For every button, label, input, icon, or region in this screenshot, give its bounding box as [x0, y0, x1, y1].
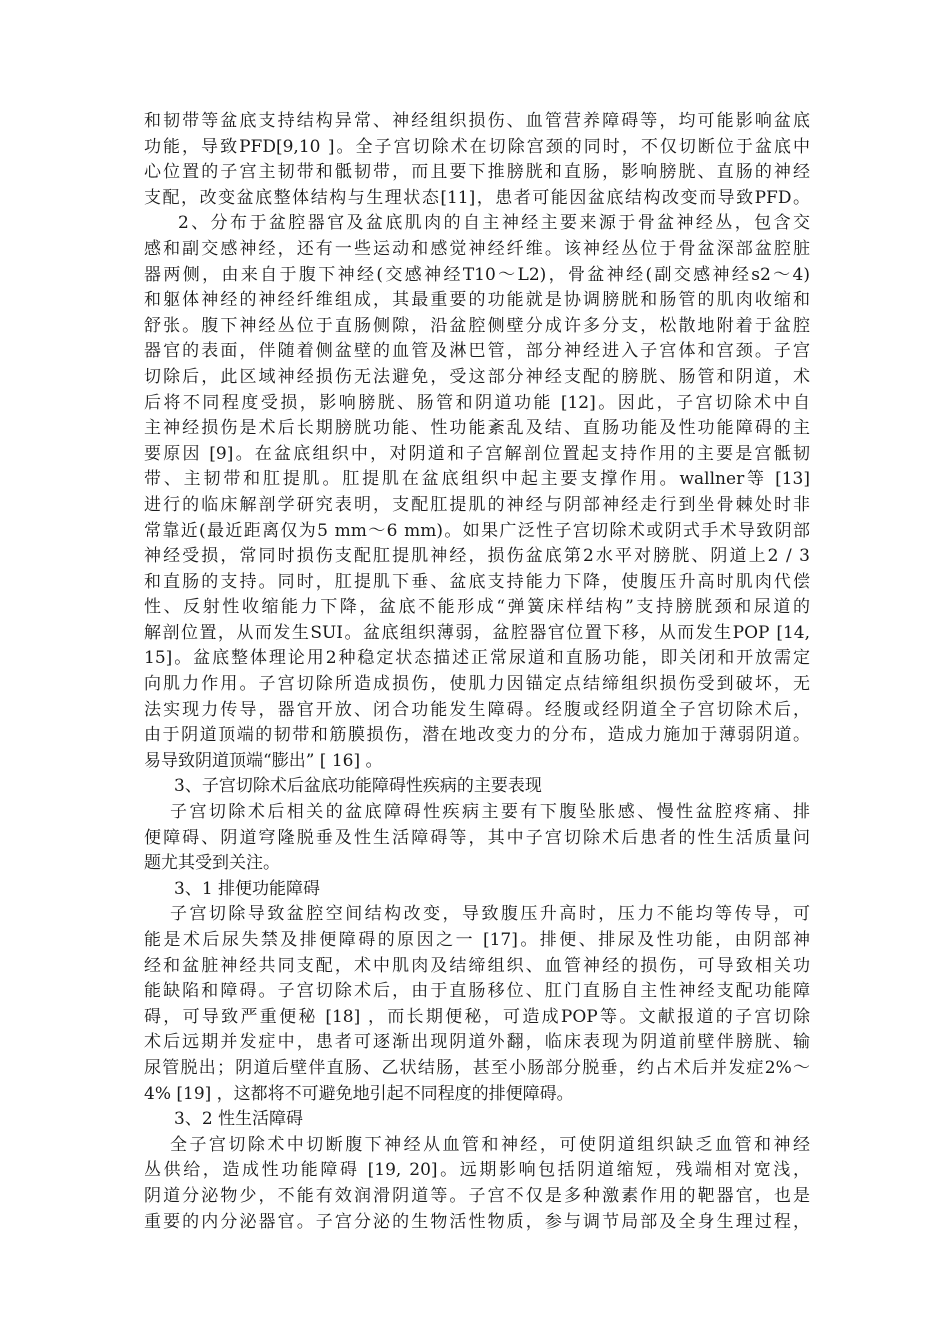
paragraph-end-line: 题尤其受到关注。 — [144, 853, 280, 874]
text-line: 和直肠的支持。同时，肛提肌下垂、盆底支持能力下降，使腹压升高时肌肉代偿 — [144, 571, 810, 592]
text-line: 和韧带等盆底支持结构异常、神经组织损伤、血管营养障碍等，均可能影响盆底 — [144, 111, 810, 131]
text-line: 感和副交感神经，还有一些运动和感觉神经纤维。该神经丛位于骨盆深部盆腔脏 — [144, 238, 810, 259]
text-line: 神经受损，常同时损伤支配肛提肌神经，损伤盆底第2水平对膀胱、阴道上2 / 3 — [144, 546, 810, 567]
text-line: 和躯体神经的神经纤维组成，其最重要的功能就是协调膀胱和肠管的肌肉收缩和 — [144, 290, 810, 311]
text-line: 舒张。腹下神经丛位于直肠侧隙，沿盆腔侧壁分成许多分支，松散地附着于盆腔 — [144, 315, 810, 336]
text-line: 尿管脱出；阴道后壁伴直肠、乙状结肠，甚至小肠部分脱垂，约占术后并发症2%～ — [144, 1057, 810, 1078]
text-line: 便障碍、阴道穹隆脱垂及性生活障碍等，其中子宫切除术后患者的性生活质量问 — [144, 827, 810, 848]
text-line: 带、主韧带和肛提肌。肛提肌在盆底组织中起主要支撑作用。wallner等 [13] — [144, 469, 810, 490]
paragraph-end-line: 易导致阴道顶端“膨出” [ 16] 。 — [144, 750, 383, 771]
paragraph-start-line: 子宫切除导致盆腔空间结构改变，导致腹压升高时，压力不能均等传导，可 — [170, 904, 810, 925]
text-line: 解剖位置，从而发生SUI。盆底组织薄弱，盆腔器官位置下移，从而发生POP [14, — [144, 622, 810, 643]
text-line: 心位置的子宫主韧带和骶韧带，而且要下推膀胱和直肠，影响膀胱、直肠的神经 — [144, 162, 810, 183]
document-body — [144, 109, 810, 1235]
text-line: 进行的临床解剖学研究表明，支配肛提肌的神经与阴部神经走行到坐骨棘处时非 — [144, 494, 810, 515]
text-line: 阴道分泌物少，不能有效润滑阴道等。子宫不仅是多种激素作用的靶器官，也是 — [144, 1185, 810, 1206]
text-line: 由于阴道顶端的韧带和筋膜损伤，潜在地改变力的分布，造成力施加于薄弱阴道。 — [144, 725, 810, 746]
text-line: 功能，导致PFD[9,10 ]。全子宫切除术在切除宫颈的同时，不仅切断位于盆底中 — [144, 136, 810, 157]
text-line: 性、反射性收缩能力下降，盆底不能形成“弹簧床样结构”支持膀胱颈和尿道的 — [144, 597, 810, 618]
subsection-heading: 3、2 性生活障碍 — [174, 1109, 304, 1130]
text-line: 能是术后尿失禁及排便障碍的原因之一 [17]。排便、排尿及性功能，由阴部神 — [144, 930, 810, 950]
text-line: 15]。盆底整体理论用2种稳定状态描述正常尿道和直肠功能，即关闭和开放需定 — [144, 648, 810, 669]
text-line: 丛供给，造成性功能障碍 [19, 20]。远期影响包括阴道缩短，残端相对宽浅， — [144, 1160, 810, 1181]
paragraph-start-line: 全子宫切除术中切断腹下神经从血管和神经，可使阴道组织缺乏血管和神经 — [170, 1134, 810, 1155]
text-line: 器官的表面，伴随着侧盆壁的血管及淋巴管，部分神经进入子宫体和宫颈。子宫 — [144, 341, 810, 362]
paragraph-start-line: 2、分布于盆腔器官及盆底肌肉的自主神经主要来源于骨盆神经丛，包含交 — [178, 213, 810, 234]
text-line: 要原因 [9]。在盆底组织中，对阴道和子宫解剖位置起支持作用的主要是宫骶韧 — [144, 443, 810, 464]
paragraph-end-line: 4% [19] ，这都将不可避免地引起不同程度的排便障碍。 — [144, 1083, 574, 1104]
section-heading: 3、子宫切除术后盆底功能障碍性疾病的主要表现 — [174, 776, 542, 797]
text-line: 器两侧，由来自于腹下神经(交感神经T10～L2)，骨盆神经(副交感神经s2～4) — [144, 264, 810, 285]
text-line: 术后远期并发症中，患者可逐渐出现阴道外翻，临床表现为阴道前壁伴膀胱、输 — [144, 1032, 810, 1053]
text-line: 常靠近(最近距离仅为5 mm～6 mm)。如果广泛性子宫切除术或阴式手术导致阴部 — [144, 520, 810, 541]
text-line: 能缺陷和障碍。子宫切除术后，由于直肠移位、肛门直肠自主性神经支配功能障 — [144, 981, 810, 1002]
text-line: 重要的内分泌器官。子宫分泌的生物活性物质，参与调节局部及全身生理过程， — [144, 1211, 810, 1232]
text-line: 主神经损伤是术后长期膀胱功能、性功能紊乱及结、直肠功能及性功能障碍的主 — [144, 418, 810, 439]
text-line: 切除后，此区域神经损伤无法避免，受这部分神经支配的膀胱、肠管和阴道，术 — [144, 366, 810, 387]
text-line: 向肌力作用。子宫切除所造成损伤，使肌力因锚定点结缔组织损伤受到破坏，无 — [144, 674, 810, 695]
text-line: 后将不同程度受损，影响膀胱、肠管和阴道功能 [12]。因此，子宫切除术中自 — [144, 392, 810, 413]
subsection-heading: 3、1 排便功能障碍 — [174, 878, 321, 899]
text-line: 经和盆脏神经共同支配，术中肌肉及结缔组织、血管神经的损伤，可导致相关功 — [144, 955, 810, 976]
text-line: 碍，可导致严重便秘 [18] ，而长期便秘，可造成POP等。文献报道的子宫切除 — [144, 1006, 810, 1027]
text-line: 支配，改变盆底整体结构与生理状态[11]，患者可能因盆底结构改变而导致PFD。 — [144, 187, 810, 208]
paragraph-start-line: 子宫切除术后相关的盆底障碍性疾病主要有下腹坠胀感、慢性盆腔疼痛、排 — [170, 802, 810, 823]
text-line: 法实现力传导，器官开放、闭合功能发生障碍。经腹或经阴道全子宫切除术后， — [144, 699, 810, 720]
